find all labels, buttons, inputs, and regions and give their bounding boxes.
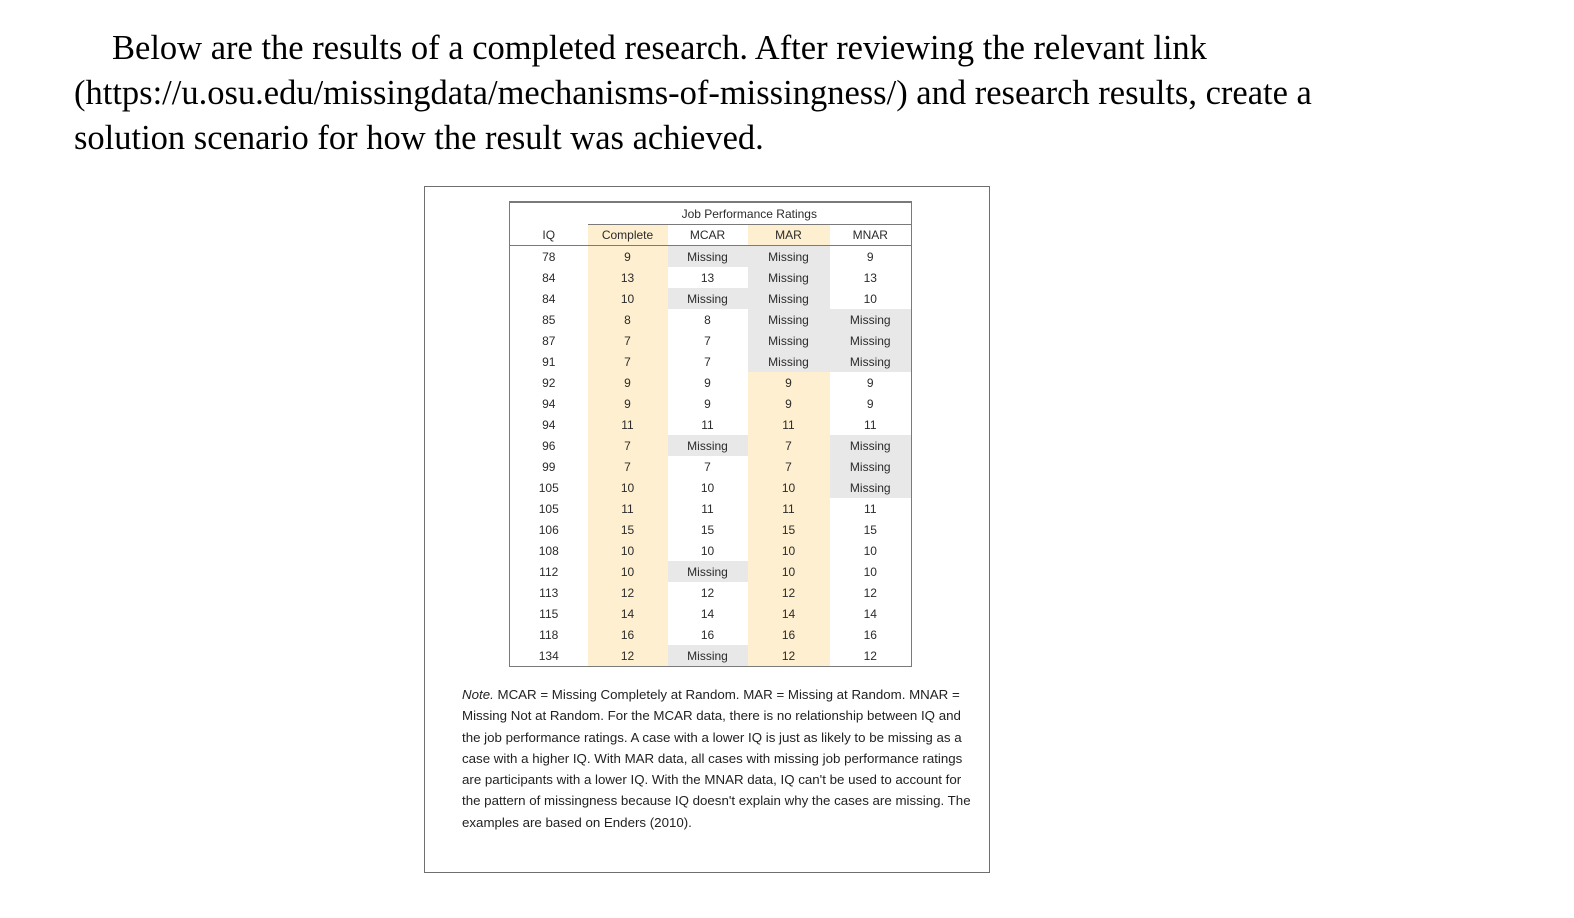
col-header-complete: Complete [588, 225, 668, 246]
table-row [510, 456, 912, 477]
table-row [510, 624, 912, 645]
cell-complete: 10 [588, 477, 668, 498]
table-row [510, 498, 912, 519]
cell-complete: 10 [588, 288, 668, 309]
prompt-line-1: Below are the results of a completed research. After reviewing the relevant link [112, 29, 1207, 67]
note-text: MCAR = Missing Completely at Random. MAR = Missing at Random. MNAR = Missing Not at Random. For the MCAR data, there is no relationship between IQ and the job performance ratings. A case with a lower IQ is just as likely to be missing as a case with a higher IQ. With MAR data, all cases with missing job performance ratings are participants with a lower IQ. With the MNAR data, IQ can't be used to account for the pattern of missingness because IQ doesn't explain why the cases are missing. The examples are based on Enders (2010). [462, 687, 971, 830]
cell-iq: 113 [510, 582, 588, 603]
cell-mcar: Missing [668, 435, 748, 456]
cell-mar: Missing [748, 288, 830, 309]
table-note [462, 684, 982, 833]
table-row [510, 309, 912, 330]
table-body [510, 246, 912, 667]
cell-complete: 10 [588, 561, 668, 582]
cell-mcar: 15 [700, 522, 715, 537]
job-performance-header: Job Performance Ratings [588, 202, 912, 225]
table-row [510, 246, 912, 268]
cell-mcar: 10 [700, 480, 715, 495]
cell-iq: 94 [510, 393, 588, 414]
cell-mcar: Missing [668, 246, 748, 268]
cell-complete: 12 [588, 582, 668, 603]
cell-mcar: 12 [700, 585, 715, 600]
cell-mar: Missing [748, 330, 830, 351]
cell-mnar: 13 [830, 267, 912, 288]
cell-complete: 7 [588, 435, 668, 456]
cell-mcar: Missing [668, 561, 748, 582]
cell-mnar: Missing [830, 330, 912, 351]
cell-mar: Missing [748, 309, 830, 330]
cell-mcar: 7 [704, 354, 711, 369]
cell-iq: 105 [510, 477, 588, 498]
cell-iq: 96 [510, 435, 588, 456]
cell-mar: Missing [748, 246, 830, 268]
cell-mar: 10 [748, 561, 830, 582]
cell-mar: 10 [748, 477, 830, 498]
table-row [510, 582, 912, 603]
table-row [510, 477, 912, 498]
cell-complete: 11 [588, 414, 668, 435]
cell-mcar: 9 [704, 375, 711, 390]
table-row [510, 351, 912, 372]
cell-mnar: 10 [830, 540, 912, 561]
prompt-line-2: (https://u.osu.edu/missingdata/mechanisms-of-missingness/) and research results, create a [74, 74, 1312, 112]
results-table [509, 201, 911, 667]
cell-mar: 7 [748, 456, 830, 477]
cell-complete: 8 [588, 309, 668, 330]
cell-mar: Missing [748, 351, 830, 372]
cell-mcar: 7 [704, 333, 711, 348]
cell-complete: 16 [588, 624, 668, 645]
cell-complete: 9 [588, 393, 668, 414]
cell-iq: 78 [510, 246, 588, 268]
cell-iq: 84 [510, 288, 588, 309]
cell-iq: 91 [510, 351, 588, 372]
cell-complete: 9 [588, 246, 668, 268]
cell-mnar: 9 [830, 393, 912, 414]
cell-mcar: 9 [704, 396, 711, 411]
cell-complete: 7 [588, 330, 668, 351]
cell-mnar: 12 [830, 582, 912, 603]
cell-mnar: Missing [830, 351, 912, 372]
cell-mcar: Missing [668, 645, 748, 667]
cell-iq: 85 [510, 309, 588, 330]
cell-mar: 9 [748, 393, 830, 414]
cell-mar: 7 [748, 435, 830, 456]
cell-iq: 108 [510, 540, 588, 561]
cell-mar: 12 [748, 645, 830, 667]
cell-mnar: 10 [830, 561, 912, 582]
cell-iq: 105 [510, 498, 588, 519]
cell-complete: 14 [588, 603, 668, 624]
cell-mar: 9 [748, 372, 830, 393]
cell-mar: 11 [748, 498, 830, 519]
cell-complete: 9 [588, 372, 668, 393]
cell-mnar: 12 [830, 645, 912, 667]
cell-mnar: Missing [830, 477, 912, 498]
group-header-blank [510, 202, 588, 225]
cell-mar: 11 [748, 414, 830, 435]
table-row [510, 519, 912, 540]
cell-mnar: 11 [830, 414, 912, 435]
table-row [510, 414, 912, 435]
cell-mnar: Missing [830, 309, 912, 330]
cell-iq: 115 [510, 603, 588, 624]
table-row [510, 267, 912, 288]
cell-complete: 10 [588, 540, 668, 561]
column-header-row [510, 225, 912, 246]
question-prompt [74, 26, 1514, 161]
cell-iq: 87 [510, 330, 588, 351]
cell-complete: 7 [588, 351, 668, 372]
results-figure [424, 186, 990, 873]
cell-mnar: 9 [830, 372, 912, 393]
col-header-mar: MAR [748, 225, 830, 246]
cell-mar: Missing [748, 267, 830, 288]
table-row [510, 645, 912, 667]
cell-mcar: 14 [700, 606, 715, 621]
cell-mnar: 15 [830, 519, 912, 540]
cell-iq: 134 [510, 645, 588, 667]
cell-iq: 84 [510, 267, 588, 288]
cell-iq: 106 [510, 519, 588, 540]
col-header-mnar: MNAR [830, 225, 912, 246]
table-row [510, 435, 912, 456]
cell-mcar: 11 [701, 417, 714, 432]
col-header-mcar: MCAR [668, 225, 748, 246]
cell-mnar: 11 [830, 498, 912, 519]
cell-iq: 118 [510, 624, 588, 645]
cell-iq: 92 [510, 372, 588, 393]
cell-mar: 15 [748, 519, 830, 540]
cell-mcar: Missing [668, 288, 748, 309]
cell-mnar: 10 [830, 288, 912, 309]
cell-mcar: 7 [704, 459, 711, 474]
col-header-iq: IQ [510, 225, 588, 246]
cell-mcar: 11 [701, 501, 714, 516]
cell-complete: 7 [588, 456, 668, 477]
table-row [510, 561, 912, 582]
cell-mar: 10 [748, 540, 830, 561]
table-row [510, 330, 912, 351]
cell-complete: 13 [588, 267, 668, 288]
cell-iq: 112 [510, 561, 588, 582]
note-label: Note. [462, 687, 494, 702]
cell-mnar: 14 [830, 603, 912, 624]
cell-mnar: Missing [830, 435, 912, 456]
cell-iq: 94 [510, 414, 588, 435]
cell-mcar: 8 [704, 312, 711, 327]
cell-mar: 12 [748, 582, 830, 603]
table-row [510, 288, 912, 309]
cell-mnar: 9 [830, 246, 912, 268]
cell-mcar: 10 [700, 543, 715, 558]
cell-complete: 11 [588, 498, 668, 519]
cell-complete: 12 [588, 645, 668, 667]
table-row [510, 372, 912, 393]
table-row [510, 540, 912, 561]
cell-mcar: 13 [700, 270, 715, 285]
cell-mcar: 16 [700, 627, 715, 642]
cell-mnar: 16 [830, 624, 912, 645]
cell-complete: 15 [588, 519, 668, 540]
table-row [510, 603, 912, 624]
cell-mar: 14 [748, 603, 830, 624]
table-row [510, 393, 912, 414]
cell-iq: 99 [510, 456, 588, 477]
cell-mar: 16 [748, 624, 830, 645]
prompt-line-3: solution scenario for how the result was achieved. [74, 119, 764, 157]
cell-mnar: Missing [830, 456, 912, 477]
